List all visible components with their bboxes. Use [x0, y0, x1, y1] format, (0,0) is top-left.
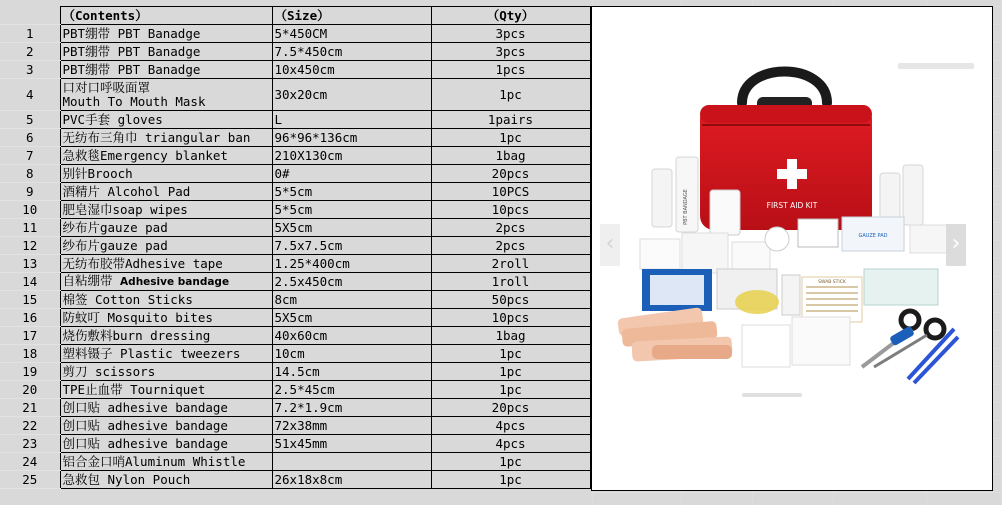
row-number[interactable]: 15 [0, 291, 60, 309]
table-row [0, 273, 590, 291]
cell-qty[interactable]: 50pcs [431, 291, 590, 309]
cell-contents[interactable]: 无纺布三角巾 triangular ban [60, 129, 272, 147]
cell-contents[interactable]: 创口贴 adhesive bandage [60, 417, 272, 435]
cell-contents[interactable]: PBT绷带 PBT Banadge [60, 25, 272, 43]
cell-contents[interactable]: 酒精片 Alcohol Pad [60, 183, 272, 201]
table-row [0, 417, 590, 435]
table-row [0, 363, 590, 381]
row-number[interactable]: 20 [0, 381, 60, 399]
table-row [0, 237, 590, 255]
packet-label: GAUZE PAD [858, 233, 888, 239]
row-number[interactable]: 10 [0, 201, 60, 219]
header-row [0, 7, 590, 25]
cell-contents[interactable]: 防蚊叮 Mosquito bites [60, 309, 272, 327]
contents-line: Mouth To Mouth Mask [62, 93, 206, 109]
cell-qty[interactable]: 1pc [431, 453, 590, 471]
row-header-corner [0, 7, 60, 25]
row-number[interactable]: 1 [0, 25, 60, 43]
cell-size[interactable]: 7.5*450cm [272, 43, 431, 61]
header-size[interactable]: （Size） [272, 7, 431, 25]
table-row [0, 129, 590, 147]
cell-qty[interactable]: 10pcs [431, 309, 590, 327]
contents-cn: 自粘绷带 [62, 273, 113, 288]
table-row [0, 219, 590, 237]
table-row [0, 147, 590, 165]
cell-size[interactable] [272, 453, 431, 471]
row-number[interactable]: 19 [0, 363, 60, 381]
table-row [0, 327, 590, 345]
cell-qty[interactable]: 2pcs [431, 237, 590, 255]
row-number[interactable]: 12 [0, 237, 60, 255]
row-number[interactable]: 2 [0, 43, 60, 61]
bag-label: FIRST AID KIT [766, 201, 818, 210]
cell-size[interactable]: 30x20cm [272, 79, 431, 111]
table-row [0, 291, 590, 309]
cell-qty[interactable]: 1pc [431, 471, 590, 489]
cell-size[interactable]: 14.5cm [272, 363, 431, 381]
table-row [0, 183, 590, 201]
cell-qty[interactable]: 1pc [431, 363, 590, 381]
cell-qty[interactable]: 1roll [431, 273, 590, 291]
chevron-right-icon[interactable]: › [946, 224, 966, 266]
cell-size[interactable]: 0# [272, 165, 431, 183]
cell-qty[interactable]: 2roll [431, 255, 590, 273]
table-row [0, 381, 590, 399]
cell-size[interactable]: L [272, 111, 431, 129]
table-row [0, 453, 590, 471]
gridline [592, 492, 1002, 493]
row-number[interactable]: 3 [0, 61, 60, 79]
cell-size[interactable]: 5X5cm [272, 309, 431, 327]
bandage-roll [652, 169, 672, 227]
cell-size[interactable]: 210X130cm [272, 147, 431, 165]
row-number[interactable]: 14 [0, 273, 60, 291]
photo-tab-indicator [898, 63, 974, 69]
table-row [0, 471, 590, 489]
cell-contents[interactable]: PVC手套 gloves [60, 111, 272, 129]
cell-size[interactable]: 7.2*1.9cm [272, 399, 431, 417]
cell-size[interactable]: 5X5cm [272, 219, 431, 237]
table-row [0, 79, 590, 111]
cell-contents[interactable] [60, 273, 272, 291]
cell-size[interactable]: 72x38mm [272, 417, 431, 435]
cell-qty[interactable]: 1pc [431, 381, 590, 399]
cell-qty[interactable]: 10pcs [431, 201, 590, 219]
cell-qty[interactable]: 20pcs [431, 165, 590, 183]
contents-line: 口对口呼吸面罩 [62, 79, 151, 95]
cell-qty[interactable]: 4pcs [431, 417, 590, 435]
row-number[interactable]: 24 [0, 453, 60, 471]
row-number[interactable]: 21 [0, 399, 60, 417]
cell-size[interactable]: 26x18x8cm [272, 471, 431, 489]
table-row [0, 399, 590, 417]
header-qty[interactable]: （Qty） [431, 7, 590, 25]
cell-contents[interactable]: 纱布片gauze pad [60, 237, 272, 255]
cell-contents[interactable] [60, 79, 272, 111]
cell-qty[interactable]: 10PCS [431, 183, 590, 201]
cell-contents[interactable]: 肥皂湿巾soap wipes [60, 201, 272, 219]
row-number[interactable]: 25 [0, 471, 60, 489]
table-row [0, 345, 590, 363]
cell-contents[interactable]: 烧伤敷料burn dressing [60, 327, 272, 345]
cell-qty[interactable]: 1pc [431, 345, 590, 363]
row-number[interactable]: 18 [0, 345, 60, 363]
cell-contents[interactable]: 纱布片gauze pad [60, 219, 272, 237]
cell-qty[interactable]: 1bag [431, 147, 590, 165]
table-row [0, 435, 590, 453]
row-number[interactable]: 6 [0, 129, 60, 147]
cell-qty[interactable]: 1pc [431, 129, 590, 147]
cell-size[interactable]: 8cm [272, 291, 431, 309]
cell-contents[interactable]: 别针Brooch [60, 165, 272, 183]
cell-qty[interactable]: 3pcs [431, 25, 590, 43]
cell-contents[interactable]: 棉签 Cotton Sticks [60, 291, 272, 309]
row-number[interactable]: 16 [0, 309, 60, 327]
table-row [0, 43, 590, 61]
adhesive-bandages [617, 307, 732, 361]
cell-contents[interactable]: 无纺布胶带Adhesive tape [60, 255, 272, 273]
cell-qty[interactable]: 2pcs [431, 219, 590, 237]
cell-size[interactable]: 1.25*400cm [272, 255, 431, 273]
cell-size[interactable]: 51x45mm [272, 435, 431, 453]
cell-contents[interactable]: 塑料镊子 Plastic tweezers [60, 345, 272, 363]
table-row [0, 25, 590, 43]
row-number[interactable]: 8 [0, 165, 60, 183]
cell-contents[interactable]: 创口贴 adhesive bandage [60, 399, 272, 417]
cell-size[interactable]: 5*5cm [272, 183, 431, 201]
cell-size[interactable]: 7.5x7.5cm [272, 237, 431, 255]
cell-size[interactable]: 96*96*136cm [272, 129, 431, 147]
cell-qty[interactable]: 1pcs [431, 61, 590, 79]
row-number[interactable]: 11 [0, 219, 60, 237]
table-row [0, 255, 590, 273]
cell-contents[interactable]: 创口贴 adhesive bandage [60, 435, 272, 453]
cell-qty[interactable]: 1bag [431, 327, 590, 345]
contents-table [0, 6, 591, 489]
row-number[interactable]: 13 [0, 255, 60, 273]
cell-qty[interactable]: 3pcs [431, 43, 590, 61]
cell-qty[interactable]: 20pcs [431, 399, 590, 417]
row-number[interactable]: 5 [0, 111, 60, 129]
cell-size[interactable]: 5*450CM [272, 25, 431, 43]
cell-size[interactable]: 2.5x450cm [272, 273, 431, 291]
table-row [0, 201, 590, 219]
table-row [0, 61, 590, 79]
contents-en: Adhesive bandage [120, 276, 230, 288]
row-number[interactable]: 7 [0, 147, 60, 165]
header-contents[interactable]: （Contents） [60, 7, 272, 25]
table-row [0, 309, 590, 327]
row-number[interactable]: 22 [0, 417, 60, 435]
cell-contents[interactable]: TPE止血带 Tourniquet [60, 381, 272, 399]
product-photo[interactable] [591, 6, 993, 491]
cell-contents[interactable]: 剪刀 scissors [60, 363, 272, 381]
bandage-label: PBT BANDAGE [683, 189, 689, 225]
row-number[interactable]: 23 [0, 435, 60, 453]
cell-contents[interactable]: PBT绷带 PBT Banadge [60, 43, 272, 61]
first-aid-kit-image [592, 7, 992, 490]
cell-size[interactable]: 10x450cm [272, 61, 431, 79]
cell-size[interactable]: 2.5*45cm [272, 381, 431, 399]
row-number[interactable]: 9 [0, 183, 60, 201]
row-number[interactable]: 17 [0, 327, 60, 345]
cell-contents[interactable]: 急救包 Nylon Pouch [60, 471, 272, 489]
cell-qty[interactable]: 4pcs [431, 435, 590, 453]
cell-contents[interactable]: 铝合金口哨Aluminum Whistle [60, 453, 272, 471]
table-row [0, 111, 590, 129]
cell-size[interactable]: 10cm [272, 345, 431, 363]
cell-qty[interactable]: 1pc [431, 79, 590, 111]
cotton-label: SWAB STICK [818, 280, 846, 285]
cell-qty[interactable]: 1pairs [431, 111, 590, 129]
row-number[interactable]: 4 [0, 79, 60, 111]
cell-contents[interactable]: PBT绷带 PBT Banadge [60, 61, 272, 79]
table-row [0, 165, 590, 183]
chevron-left-icon[interactable]: ‹ [600, 224, 620, 266]
cell-size[interactable]: 40x60cm [272, 327, 431, 345]
cell-contents[interactable]: 急救毯Emergency blanket [60, 147, 272, 165]
cell-size[interactable]: 5*5cm [272, 201, 431, 219]
carousel-indicator [742, 393, 802, 397]
